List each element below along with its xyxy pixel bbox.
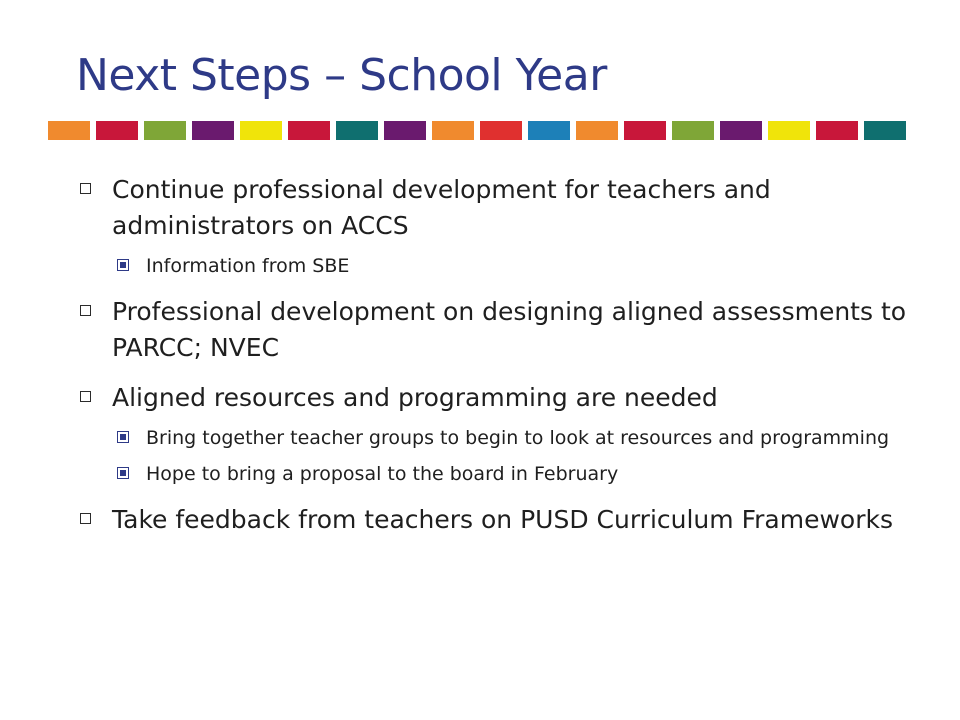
stripe-square <box>864 121 906 140</box>
bullet-text: Aligned resources and programming are needed <box>112 383 718 412</box>
bullet-list <box>70 172 910 552</box>
sub-bullet-item <box>70 460 910 488</box>
stripe-square <box>336 121 378 140</box>
stripe-square <box>672 121 714 140</box>
filled-square-bullet-icon <box>117 431 129 443</box>
stripe-square <box>576 121 618 140</box>
bullet-item <box>70 294 910 366</box>
stripe-square <box>480 121 522 140</box>
sub-bullet-text: Bring together teacher groups to begin to look at resources and programming <box>146 427 890 449</box>
stripe-square <box>144 121 186 140</box>
stripe-square <box>192 121 234 140</box>
stripe-square <box>48 121 90 140</box>
slide-title: Next Steps – School Year <box>76 50 607 101</box>
stripe-square <box>720 121 762 140</box>
stripe-square <box>96 121 138 140</box>
filled-square-bullet-icon <box>117 467 129 479</box>
bullet-text: Continue professional development for teachers and administrators on ACCS <box>112 175 771 240</box>
bullet-item <box>70 502 910 538</box>
sub-bullet-text: Information from SBE <box>146 255 350 277</box>
stripe-square <box>768 121 810 140</box>
stripe-square <box>624 121 666 140</box>
bullet-item <box>70 380 910 416</box>
bullet-text: Take feedback from teachers on PUSD Curriculum Frameworks <box>112 505 893 534</box>
bullet-item <box>70 172 910 244</box>
sub-bullet-item <box>70 424 910 452</box>
stripe-square <box>432 121 474 140</box>
hollow-square-bullet-icon <box>80 305 91 316</box>
stripe-square <box>288 121 330 140</box>
color-stripe <box>48 121 912 140</box>
bullet-text: Professional development on designing aligned assessments to PARCC; NVEC <box>112 297 907 362</box>
stripe-square <box>240 121 282 140</box>
sub-bullet-item <box>70 252 910 280</box>
stripe-square <box>816 121 858 140</box>
hollow-square-bullet-icon <box>80 391 91 402</box>
stripe-square <box>384 121 426 140</box>
hollow-square-bullet-icon <box>80 183 91 194</box>
filled-square-bullet-icon <box>117 259 129 271</box>
hollow-square-bullet-icon <box>80 513 91 524</box>
stripe-square <box>528 121 570 140</box>
sub-bullet-text: Hope to bring a proposal to the board in February <box>146 463 619 485</box>
